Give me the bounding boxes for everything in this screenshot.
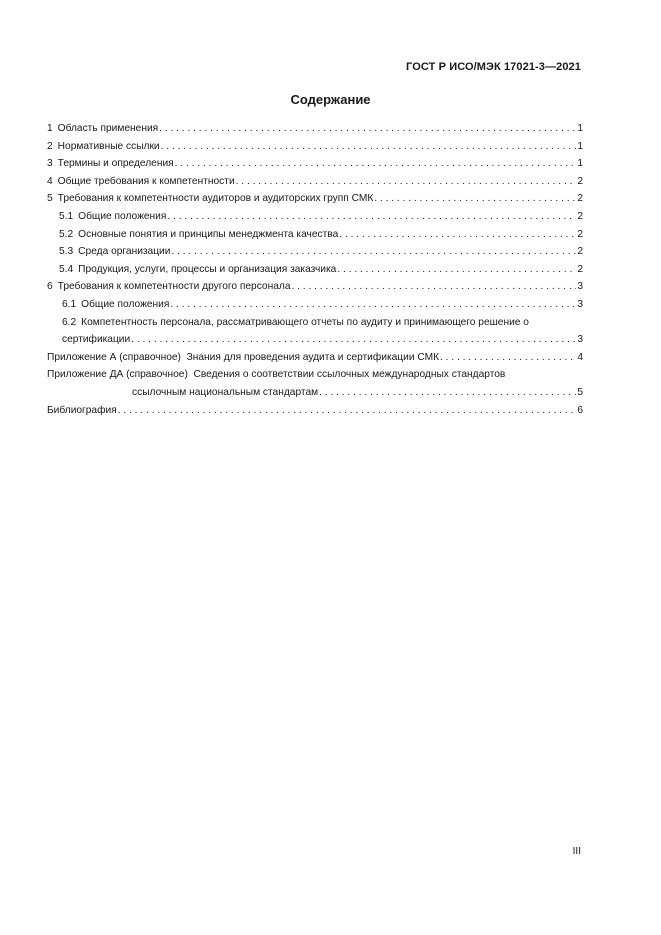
toc-entry-page: 2: [577, 175, 583, 187]
toc-subentry[interactable]: 5.4 Продукция, услуги, процессы и организация заказчика . . . 2: [47, 261, 583, 279]
toc-entry-label: Требования к компетентности другого персонала: [57, 281, 291, 293]
toc-title: Содержание: [290, 92, 371, 107]
toc-appendix-entry[interactable]: [47, 349, 583, 367]
toc-subentry[interactable]: 5.3 Среда организации . . . 2: [47, 243, 583, 261]
toc-entry-page: 3: [577, 298, 583, 310]
toc-entry-page: 1: [577, 140, 583, 152]
toc-entry-page: 1: [577, 158, 583, 170]
toc-entry[interactable]: 2 Нормативные ссылки . . . 1: [47, 138, 583, 156]
toc-entry-label: Приложение ДА (справочное) Сведения о соответствии ссылочных международных стандартов: [47, 369, 506, 381]
toc-entry-label-continuation: ссылочным национальным стандартам: [132, 386, 319, 398]
toc-entry-page: 5: [577, 386, 583, 398]
toc-entry-label-continuation: сертификации: [62, 334, 131, 346]
toc-entry-label: Компетентность персонала, рассматривающего отчеты по аудиту и принимающего решение о: [81, 316, 529, 328]
toc-entry-label: Библиография: [47, 404, 117, 416]
toc-appendix-continuation[interactable]: [47, 384, 583, 402]
toc-entry-label: Требования к компетентности аудиторов и аудиторских групп СМК: [57, 193, 374, 205]
toc-subentry[interactable]: 5.2 Основные понятия и принципы менеджмента качества . . . 2: [47, 226, 583, 244]
toc-entry-page: 3: [577, 334, 583, 346]
toc-bibliography-entry[interactable]: [47, 402, 583, 420]
toc-entry-label: Общие положения: [78, 210, 167, 222]
toc-entry-label: Основные понятия и принципы менеджмента качества: [78, 228, 339, 240]
toc-entry-page: 2: [577, 193, 583, 205]
toc-entry-page: 2: [577, 263, 583, 275]
toc-entry-page: 1: [577, 123, 583, 134]
toc-entry-label: Среда организации: [78, 246, 171, 258]
toc-entry-page: 2: [577, 228, 583, 240]
toc-subentry[interactable]: 6.2 Компетентность персонала, рассматривающего отчеты по аудиту и принимающего решение о: [47, 314, 583, 332]
toc-entry-label: Приложение А (справочное) Знания для проведения аудита и сертификации СМК: [47, 351, 440, 363]
toc-entry-label: Общие требования к компетентности: [57, 175, 235, 187]
toc-entry[interactable]: 6 Требования к компетентности другого персонала . . . 3: [47, 278, 583, 296]
document-code: ГОСТ Р ИСО/МЭК 17021-3—2021: [406, 61, 581, 73]
toc-entry-page: 2: [577, 210, 583, 222]
toc-subentry[interactable]: 6.1 Общие положения . . . 3: [47, 296, 583, 314]
toc-entry-label: Общие положения: [81, 298, 170, 310]
page-number: III: [572, 846, 581, 857]
toc-appendix-entry[interactable]: [47, 366, 583, 384]
toc-entry[interactable]: 3 Термины и определения . . . 1: [47, 155, 583, 173]
toc-entry[interactable]: 1 Область применения . . . 1: [47, 120, 583, 138]
toc-entry-label: Продукция, услуги, процессы и организация заказчика: [78, 263, 337, 275]
toc-subentry[interactable]: 5.1 Общие положения . . . 2: [47, 208, 583, 226]
table-of-contents: [47, 120, 583, 419]
toc-entry-page: 2: [577, 246, 583, 258]
toc-subentry-continuation[interactable]: [47, 331, 583, 349]
toc-entry-label: Термины и определения: [57, 158, 174, 170]
toc-entry-page: 3: [577, 281, 583, 293]
toc-entry-label: Нормативные ссылки: [57, 140, 160, 152]
toc-entry[interactable]: 5 Требования к компетентности аудиторов и аудиторских групп СМК . . . 2: [47, 190, 583, 208]
toc-entry[interactable]: 4 Общие требования к компетентности . . . 2: [47, 173, 583, 191]
toc-entry-page: 4: [577, 351, 583, 363]
toc-entry-label: Область применения: [57, 123, 159, 134]
toc-entry-page: 6: [577, 404, 583, 416]
